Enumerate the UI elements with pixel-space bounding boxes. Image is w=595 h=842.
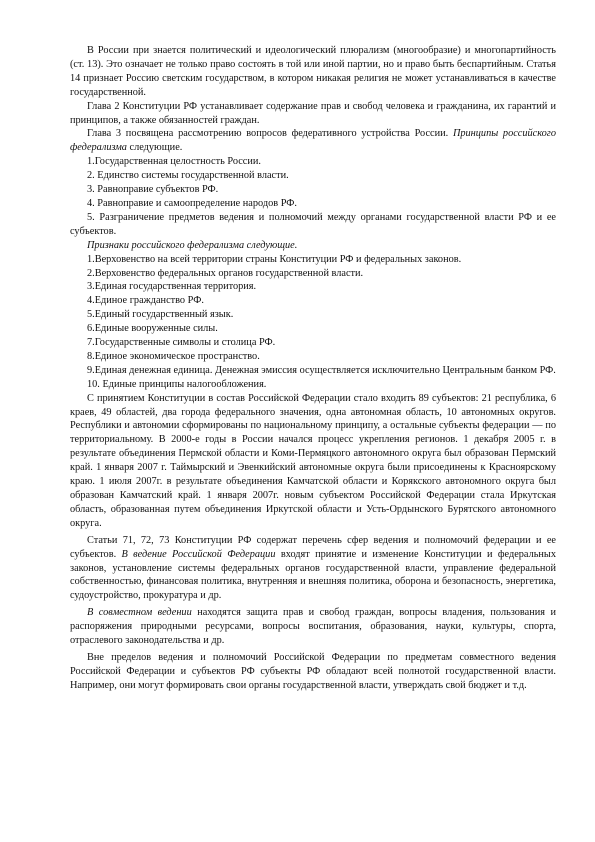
principle-item: 3. Равноправие субъектов РФ. (87, 184, 219, 196)
sign-item: 9.Единая денежная единица. Денежная эмиссия осуществляется исключительно Центральным банком РФ. (87, 364, 556, 376)
paragraph-joint-jurisdiction (70, 606, 556, 648)
sign-item: 7.Государственные символы и столица РФ. (87, 337, 276, 349)
federal-jurisdiction-term: В ведение Российской Федерации (121, 548, 276, 560)
sign-item: 5.Единый государственный язык. (87, 309, 234, 321)
paragraph-outside-jurisdiction: Вне пределов ведения и полномочий Российской Федерации по предметам совместного ведения Российской Федерации и субъектов РФ субъекты РФ обладают всей полнотой государственной власти. Например, они могут формировать свои органы государственной власти, утверждать свой бюджет и т.д. (70, 651, 556, 691)
sign-item: 8.Единое экономическое пространство. (87, 350, 260, 362)
signs-heading-text: Признаки российского федерализма следующие. (87, 239, 298, 251)
sign-item: 6.Единые вооруженные силы. (87, 323, 218, 335)
joint-jurisdiction-term: В совместном ведении (87, 607, 192, 619)
principle-item: 4. Равноправие и самоопределение народов РФ. (87, 197, 297, 209)
sign-item: 2.Верховенство федеральных органов государственной власти. (87, 267, 364, 279)
principle-item: 5. Разграничение предметов ведения и полномочий между органами государственной власти РФ и ее субъектов. (70, 211, 556, 237)
principle-item: 1.Государственная целостность России. (87, 156, 261, 168)
sign-item: 1.Верховенство на всей территории страны Конституции РФ и федеральных законов. (87, 253, 462, 265)
paragraph-articles (70, 534, 556, 604)
paragraph-subjects: С принятием Конституции в состав Российской Федерации стало входить 89 субъектов: 21 республика, 6 краев, 49 областей, два города федерального значения, одна автономная область, 10 автономных округов. Республики и автономии сформированы по национальному принципу, а остальные субъекты федерации — по территориальному. В 2000-е годы в России начался процесс укрепления регионов. 1 декабря 2005 г. в результате объединения Пермской области и Коми-Пермяцкого автономного округа был образован Пермский край. 1 января 2007 г. Таймырский и Эвенкийский автономные округа были присоединены к Красноярскому краю. 1 июля 2007г. в результате объединения Камчатской области и Корякского автономного округа был образован Камчатский край. 1 января 2007г. новым субъектом Российской Федерации стала Иркутская область, образованная путем объединения Иркутской области и Усть-Ордынского Бурятского автономного округа. (70, 392, 556, 529)
principles-term: Принципы российского федерализма (70, 128, 556, 154)
principle-item: 2. Единство системы государственной власти. (87, 170, 289, 182)
sign-item: 10. Единые принципы налогообложения. (87, 378, 267, 390)
paragraph-chapter-3 (70, 127, 556, 155)
joint-jurisdiction-tail: находятся защита прав и свобод граждан, вопросы владения, пользования и распоряжения природными ресурсами, вопросы воспитания, образования, науки, культуры, спорта, отраслевого законодательства и др. (70, 607, 556, 647)
paragraph-chapter-2: Глава 2 Конституции РФ устанавливает содержание прав и свобод человека и гражданина, их гарантий и принципов, а также обязанностей граждан. (70, 100, 556, 126)
document-body (70, 44, 556, 693)
articles-tail: входят принятие и изменение Конституции и федеральных законов, установление системы федеральных органов государственной власти, управление федеральной собственностью, финансовая политика, внутренняя и внешняя политика, оборона и безопасность, энергетика, судоустройство, прокуратура и др. (70, 548, 556, 602)
chapter-3-text: Глава 3 посвящена рассмотрению вопросов федеративного устройства России. (87, 128, 453, 140)
paragraph-pluralism: В России при знается политический и идеологический плюрализм (многообразие) и многопартийность (ст. 13). Это означает не только право состоять в той или иной партии, но и право быть беспартийным. Статья 14 признает Россию светским государством, в котором никакая религия не может устанавливаться в качестве государственной. (70, 45, 556, 98)
chapter-3-tail: следующие. (126, 142, 183, 154)
articles-text: Статьи 71, 72, 73 Конституции РФ содержат перечень сфер ведения и полномочий федерации и ее субъектов. (70, 534, 556, 560)
sign-item: 4.Единое гражданство РФ. (87, 295, 204, 307)
signs-heading (70, 239, 556, 253)
sign-item: 3.Единая государственная территория. (87, 281, 257, 293)
